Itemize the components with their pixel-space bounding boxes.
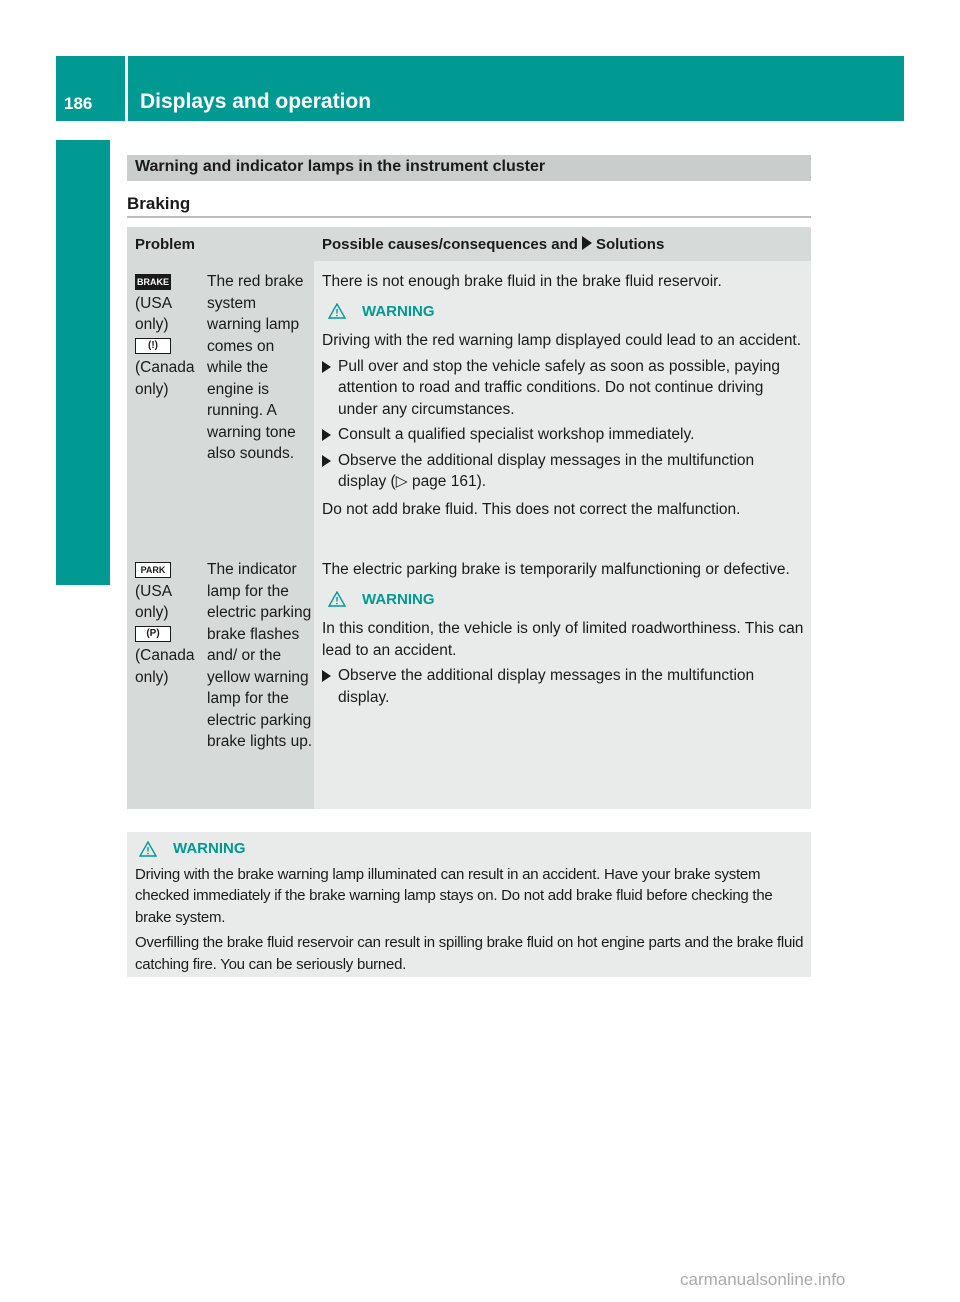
action-step: Observe the additional display messages in the multifunction display. xyxy=(322,665,806,708)
header-causes-solutions xyxy=(322,236,664,253)
arrow-right-icon xyxy=(582,236,592,250)
warning-label: WARNING xyxy=(362,302,435,320)
lamp-region-canada: (Canada only) xyxy=(135,359,195,398)
step-arrow-icon xyxy=(322,455,331,467)
warning-triangle-icon xyxy=(328,591,346,607)
lamp-region-usa: (USA only) xyxy=(135,582,172,621)
lamp-column xyxy=(135,559,203,688)
warning-triangle-icon xyxy=(139,841,157,857)
cause-text: There is not enough brake fluid in the brake fluid reservoir. xyxy=(322,273,722,290)
lamp-column xyxy=(135,271,203,400)
problem-description: The red brake system warning lamp comes on while the engine is running. A warning tone also sounds. xyxy=(207,273,304,462)
subhead-rule xyxy=(127,216,811,218)
brake-circle-lamp-icon: (!) xyxy=(135,338,171,354)
parking-brake-circle-icon: (P) xyxy=(135,626,171,642)
page-number: 186 xyxy=(64,94,93,113)
problem-description: The indicator lamp for the electric parking brake flashes and/ or the yellow warning lamp for the electric parking brake lights up. xyxy=(207,561,313,750)
note-text: Do not add brake fluid. This does not correct the malfunction. xyxy=(322,500,741,518)
warning-text: In this condition, the vehicle is only of limited roadworthiness. This can lead to an accident. xyxy=(322,620,804,659)
lamp-region-usa: (USA only) xyxy=(135,294,172,333)
cause-text: The electric parking brake is temporarily malfunctioning or defective. xyxy=(322,561,790,578)
step-arrow-icon xyxy=(322,670,331,682)
warning-box xyxy=(127,832,811,977)
header-problem: Problem xyxy=(135,236,196,253)
table-header xyxy=(127,227,811,261)
solution-content xyxy=(322,271,806,524)
warning-heading xyxy=(328,301,806,323)
warning-heading xyxy=(139,838,807,860)
warning-text: Driving with the red warning lamp displayed could lead to an accident. xyxy=(322,332,802,349)
action-step: Observe the additional display messages in the multifunction display (▷ page 161). xyxy=(322,450,806,493)
watermark: carmanualsonline.info xyxy=(680,1270,846,1289)
warning-triangle-icon xyxy=(328,303,346,319)
action-step: Consult a qualified specialist workshop immediately. xyxy=(322,424,806,446)
header-divider xyxy=(125,56,128,121)
warning-paragraph: Driving with the brake warning lamp illuminated can result in an accident. Have your brake system checked immediately if the brake warning lamp stays on. Do not add brake fluid before checking the brake system. xyxy=(135,865,773,926)
warning-heading xyxy=(328,589,806,611)
solution-content xyxy=(322,559,806,712)
step-arrow-icon xyxy=(322,361,331,373)
header-causes: Possible causes/consequences and xyxy=(322,236,578,253)
side-chapter-label: On-board computer and displays xyxy=(66,198,89,528)
section-title: Warning and indicator lamps in the instrument cluster xyxy=(135,158,546,175)
lamp-region-canada: (Canada only) xyxy=(135,647,195,686)
park-lamp-icon: PARK xyxy=(135,562,171,578)
table-row xyxy=(127,261,811,551)
subhead-braking: Braking xyxy=(127,194,191,213)
header-solutions: Solutions xyxy=(595,236,665,253)
step-arrow-icon xyxy=(322,429,331,441)
brake-lamp-icon: BRAKE xyxy=(135,274,171,290)
warning-label: WARNING xyxy=(173,840,246,857)
warning-paragraph: Overfilling the brake fluid reservoir can result in spilling brake fluid on hot engine parts and the brake fluid catching fire. You can be seriously burned. xyxy=(135,934,804,973)
table-row xyxy=(127,551,811,809)
warning-label: WARNING xyxy=(362,590,435,608)
action-step: Pull over and stop the vehicle safely as soon as possible, paying attention to road and traffic conditions. Do not continue driving under any circumstances. xyxy=(322,356,806,421)
page-title: Displays and operation xyxy=(140,90,372,113)
